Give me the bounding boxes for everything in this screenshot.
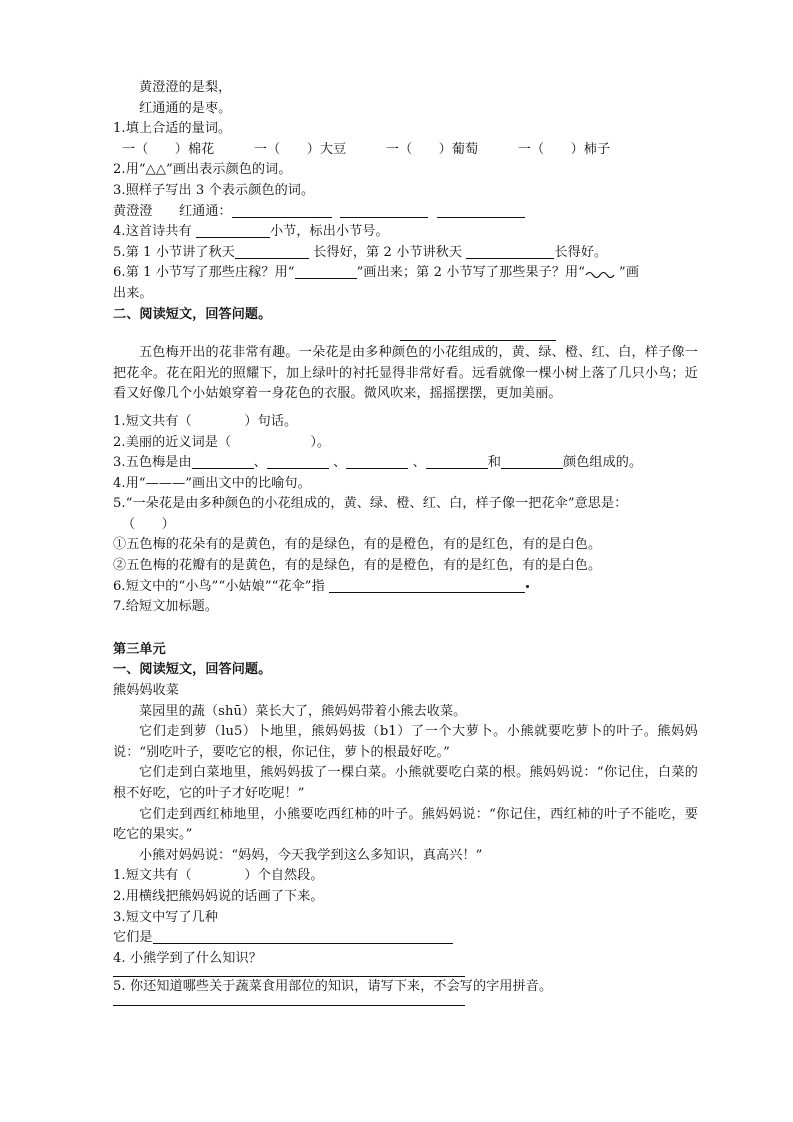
u3-q5-answer-rule[interactable] <box>113 998 465 1006</box>
q3-blank-3[interactable] <box>437 203 525 218</box>
u3-q4: 4. 小熊学到了什么知识？ <box>113 950 262 966</box>
article-para-4: 它们走到西红柿地里，小熊要吃西红柿的叶子。熊妈妈说：“你记住，西红柿的叶子不能吃，要吃它的果实。” <box>113 806 698 843</box>
s2-q5-answer-paren[interactable]: （ ） <box>122 516 175 532</box>
unit-three-heading: 第三单元 <box>113 641 166 657</box>
s2-q3-prompt: 3.五色梅是由 <box>113 455 192 471</box>
q3-prompt: 3.照样子写出 3 个表示颜色的词。 <box>113 182 315 198</box>
q1-prompt: 1.填上合适的量词。 <box>113 121 232 137</box>
q1-quantifier-items: 一（ ）棉花 一（ ）大豆 一（ ）葡萄 一（ ）柿子 <box>122 141 611 157</box>
wavy-line-icon <box>585 269 619 278</box>
s2-q5-option-2[interactable]: ②五色梅的花瓣有的是黄色，有的是绿色，有的是橙色，有的是红色，有的是白色。 <box>113 558 602 574</box>
q6-continued: 出来。 <box>113 285 153 301</box>
s2-q6-blank[interactable] <box>329 578 525 593</box>
s2-q5-option-1[interactable]: ①五色梅的花朵有的是黄色，有的是绿色，有的是橙色，有的是红色，有的是白色。 <box>113 537 602 553</box>
s2-q3-and: 和 <box>487 455 502 471</box>
article-para-3: 它们走到白菜地里，熊妈妈拔了一棵白菜。小熊就要吃白菜的根。熊妈妈说：“你记住，白菜的根不好吃，它的叶子才好吃呢！” <box>113 765 698 801</box>
s2-q1: 1.短文共有（ ）句话。 <box>113 413 298 429</box>
period-mark <box>526 585 529 588</box>
q2-prompt: 2.用“△△”画出表示颜色的词。 <box>113 162 292 178</box>
s2-q3-blank-1[interactable] <box>192 454 254 469</box>
s2-q3-sep-1: 、 <box>253 455 267 471</box>
q5-prompt-a: 5.第 1 小节讲了秋天 <box>113 244 236 260</box>
q5-prompt-c: 长得好。 <box>554 244 608 260</box>
spacer <box>113 618 698 640</box>
u3-q2: 2.用横线把熊妈妈说的话画了下来。 <box>113 888 324 904</box>
q6-prompt-b: ”画出来；第 2 小节写了那些果子？用“ <box>356 265 586 281</box>
s2-q3-blank-4[interactable] <box>426 454 488 469</box>
q6-prompt-c: ”画 <box>619 265 640 281</box>
section-two-heading: 二、阅读短文，回答问题。 <box>113 306 272 322</box>
s2-q3-row <box>113 453 698 474</box>
u3-q3: 3.短文中写了几种 <box>113 909 219 925</box>
poem-line-1: 黄澄澄的是梨， <box>139 80 232 95</box>
q4-blank[interactable] <box>196 223 270 238</box>
s2-q3-sep-3: 、 <box>412 455 426 471</box>
article-para-2: 它们走到萝（lu5）卜地里，熊妈妈拔（b1）了一个大萝卜。小熊就要吃萝卜的叶子。熊妈妈说：“别吃叶子，要吃它的根，你记住，萝卜的根最好吃。” <box>113 724 698 760</box>
s2-q3-blank-5[interactable] <box>501 454 563 469</box>
q5-row <box>113 243 698 264</box>
s2-q6-prompt: 6.短文中的“小鸟”“小姑娘”“花伞”指 <box>113 578 325 594</box>
u3-q3-row-b <box>113 928 698 949</box>
s2-q5: 5.“一朵花是由多种颜色的小花组成的，黄、绿、橙、红、白，样子像一把花伞”意思是： <box>113 496 628 512</box>
article-title: 熊妈妈收菜 <box>113 683 179 699</box>
q3-sample-row <box>113 202 698 223</box>
s2-q6-row <box>113 577 698 598</box>
unit-three-section-heading: 一、阅读短文，回答问题。 <box>113 662 272 678</box>
q6-blank-1[interactable] <box>295 264 357 279</box>
q3-blank-1[interactable] <box>232 203 332 218</box>
q6-prompt-a: 6.第 1 小节写了那些庄稼？用“ <box>113 265 295 281</box>
poem-line-2: 红通通的是枣。 <box>139 100 232 116</box>
q5-blank-2[interactable] <box>466 244 554 259</box>
s2-q3-end: 颜色组成的。 <box>563 455 643 471</box>
passage-title-rule <box>400 340 556 341</box>
spacer <box>113 325 698 340</box>
q4-prompt-b: 小节，标出小节号。 <box>269 224 389 240</box>
q6-row <box>113 263 698 284</box>
q5-prompt-b: 长得好，第 2 小节讲秋天 <box>313 244 463 260</box>
u3-q5: 5. 你还知道哪些关于蔬菜食用部位的知识，请写下来，不会写的字用拼音。 <box>113 979 553 995</box>
u3-q4-answer-rule[interactable] <box>113 969 465 977</box>
s2-q7: 7.给短文加标题。 <box>113 599 219 615</box>
five-color-plum-passage: 五色梅开出的花非常有趣。一朵花是由多种颜色的小花组成的，黄、绿、橙、红、白，样子像一把花伞。花在阳光的照耀下，加上绿叶的衬托显得非常好看。远看就像一棵小树上落了几只小鸟；近看又好像几个小姑娘穿着一身花色的衣服。微风吹来，摇摇摆摆，更加美丽。 <box>113 345 698 402</box>
s2-q2: 2.美丽的近义词是（ ）。 <box>113 434 331 450</box>
q3-sample-label: 黄澄澄 红通通： <box>113 203 232 219</box>
q4-prompt-a: 4.这首诗共有 <box>113 224 192 240</box>
u3-q3-label-b: 它们是 <box>113 930 153 946</box>
q5-blank-1[interactable] <box>235 244 309 259</box>
s2-q3-blank-2[interactable] <box>267 454 329 469</box>
q3-blank-2[interactable] <box>340 203 428 218</box>
spacer <box>113 405 698 412</box>
article-para-1: 菜园里的蔬（shū）菜长大了，熊妈妈带着小熊去收菜。 <box>139 703 467 719</box>
article-para-5: 小熊对妈妈说：“妈妈，今天我学到这么多知识，真高兴！” <box>139 847 483 863</box>
s2-q3-sep-2: 、 <box>333 455 347 471</box>
u3-q3-blank[interactable] <box>153 929 453 944</box>
s2-q4: 4.用“———”画出文中的比喻句。 <box>113 475 311 491</box>
s2-q3-blank-3[interactable] <box>346 454 408 469</box>
q4-row <box>113 222 698 243</box>
u3-q1: 1.短文共有（ ）个自然段。 <box>113 868 324 884</box>
